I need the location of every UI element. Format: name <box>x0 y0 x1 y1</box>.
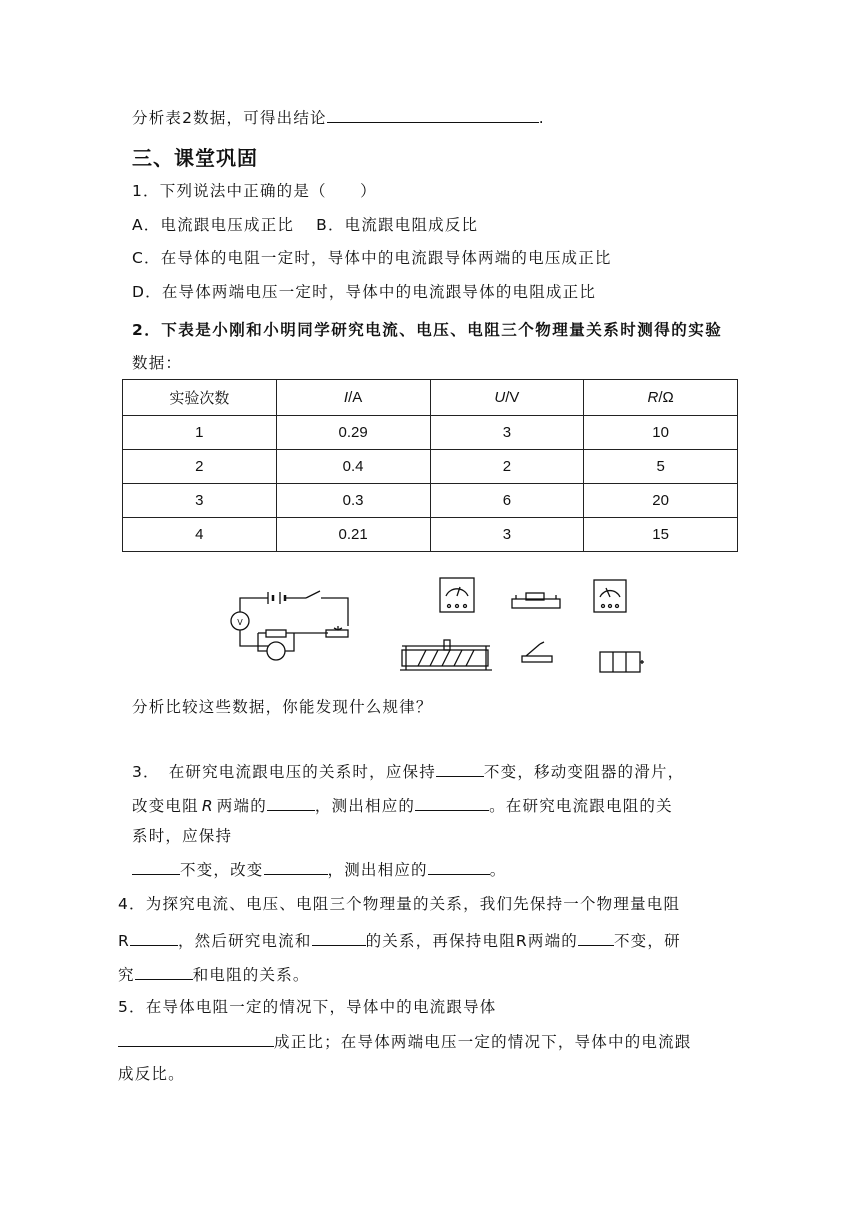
q1-options-ab <box>132 215 478 235</box>
cell-trial: 1 <box>123 416 277 450</box>
answer-blank[interactable] <box>118 1030 274 1047</box>
cell-voltage: 2 <box>430 450 584 484</box>
answer-blank[interactable] <box>132 858 180 875</box>
cell-trial: 2 <box>123 450 277 484</box>
q1-stem: 1．下列说法中正确的是（ ） <box>132 182 377 200</box>
answer-blank[interactable] <box>130 929 178 946</box>
answer-blank[interactable] <box>312 929 366 946</box>
answer-blank[interactable] <box>578 929 614 946</box>
q3-line3: 系时，应保持 <box>132 827 233 845</box>
q5-line1: 5．在导体电阻一定的情况下，导体中的电流跟导体 <box>118 998 497 1016</box>
q3-line2: 改变电阻 R 两端的 ，测出相应的 。在研究电流跟电阻的关 <box>132 794 673 816</box>
q4-line2: R ，然后研究电流和 的关系，再保持电阻R两端的 不变，研 <box>118 929 681 951</box>
cell-current: 0.3 <box>276 484 430 518</box>
q1-option-c: C．在导体的电阻一定时，导体中的电流跟导体两端的电压成正比 <box>132 249 612 267</box>
q2-stem-line2: 数据： <box>132 354 183 372</box>
section-title: 三、课堂巩固 <box>132 146 258 170</box>
cell-resistance: 10 <box>584 416 738 450</box>
header-resistance: R/Ω <box>584 380 738 416</box>
q1-option-d: D．在导体两端电压一定时，导体中的电流跟导体的电阻成正比 <box>132 283 597 301</box>
answer-blank[interactable] <box>415 794 489 811</box>
q4-line3: 究 和电阻的关系。 <box>118 963 310 985</box>
cell-trial: 4 <box>123 518 277 552</box>
q4-line1: 4．为探究电流、电压、电阻三个物理量的关系，我们先保持一个物理量电阻 <box>118 895 681 913</box>
conclusion-text: 分析表2数据，可得出结论 <box>132 109 327 127</box>
q2-stem-line1: 2．下表是小刚和小明同学研究电流、电压、电阻三个物理量关系时测得的实验 <box>132 321 723 339</box>
header-current: I/A <box>276 380 430 416</box>
answer-blank[interactable] <box>264 858 328 875</box>
cell-voltage: 6 <box>430 484 584 518</box>
q2-followup: 分析比较这些数据，你能发现什么规律？ <box>132 698 433 716</box>
q5-line2: 成正比；在导体两端电压一定的情况下，导体中的电流跟 <box>118 1030 692 1052</box>
table-row <box>123 518 738 552</box>
answer-blank[interactable] <box>428 858 490 875</box>
answer-blank[interactable] <box>267 794 315 811</box>
header-voltage: U/V <box>430 380 584 416</box>
resistor-icon <box>512 593 560 608</box>
circuit-diagram <box>228 588 358 663</box>
q1-option-b: B．电流跟电阻成反比 <box>316 216 479 234</box>
data-table <box>122 379 738 552</box>
answer-blank[interactable] <box>327 106 539 123</box>
svg-text:V: V <box>237 618 243 627</box>
q1-option-a: A．电流跟电压成正比 <box>132 216 295 234</box>
cell-current: 0.21 <box>276 518 430 552</box>
battery-icon <box>600 652 644 672</box>
apparatus-illustration <box>398 576 648 682</box>
voltmeter-icon <box>594 580 626 612</box>
rheostat-icon <box>400 640 492 670</box>
ammeter-icon <box>440 578 474 612</box>
table-header-row <box>123 380 738 416</box>
cell-resistance: 20 <box>584 484 738 518</box>
conclusion-end: . <box>538 109 545 127</box>
q3-line1: 3． 在研究电流跟电压的关系时，应保持 不变，移动变阻器的滑片， <box>132 760 684 782</box>
cell-resistance: 15 <box>584 518 738 552</box>
q5-line3: 成反比。 <box>118 1065 185 1083</box>
table-row <box>123 484 738 518</box>
table-row <box>123 416 738 450</box>
answer-blank[interactable] <box>135 963 193 980</box>
cell-current: 0.29 <box>276 416 430 450</box>
cell-trial: 3 <box>123 484 277 518</box>
switch-icon <box>522 642 552 662</box>
cell-voltage: 3 <box>430 518 584 552</box>
q3-line4: 不变，改变 ，测出相应的 。 <box>132 858 506 880</box>
cell-current: 0.4 <box>276 450 430 484</box>
answer-blank[interactable] <box>436 760 484 777</box>
header-trial: 实验次数 <box>123 380 277 416</box>
cell-resistance: 5 <box>584 450 738 484</box>
conclusion-line <box>132 106 545 128</box>
table-row <box>123 450 738 484</box>
cell-voltage: 3 <box>430 416 584 450</box>
